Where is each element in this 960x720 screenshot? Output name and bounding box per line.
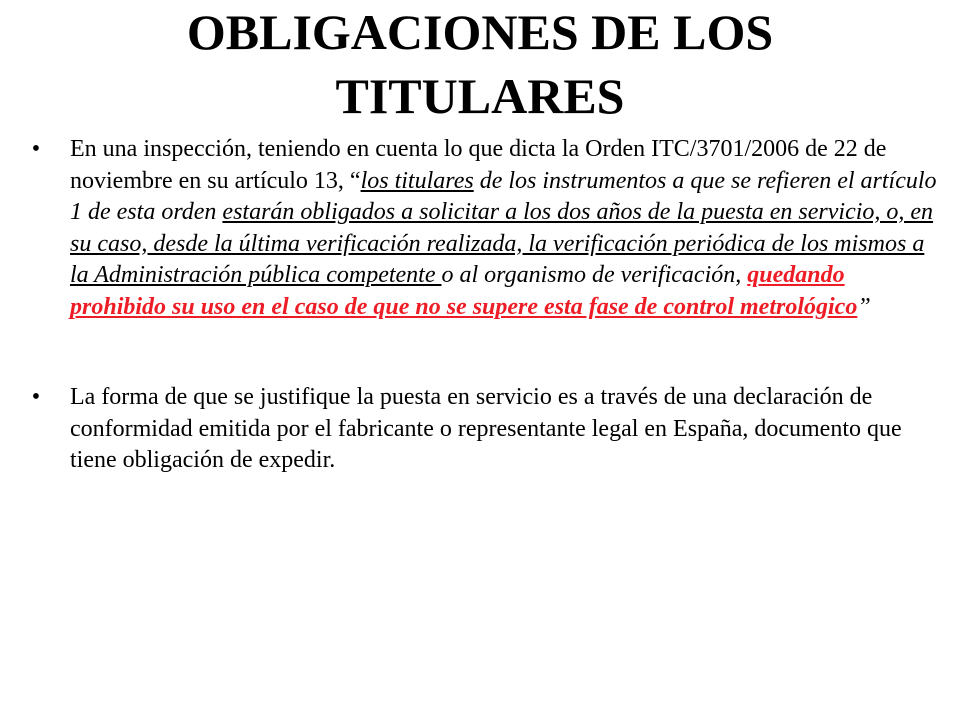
bullet-text-titulares: los titulares [360, 167, 474, 194]
bullet-text-organismo: o al organismo de verificación, [441, 262, 748, 288]
bullet-item-declaration [26, 382, 938, 477]
bullet-icon: • [31, 136, 41, 162]
slide-title: OBLIGACIONES DE LOS TITULARES [186, 4, 774, 124]
bullet-list [26, 134, 946, 477]
bullet-item-inspection [26, 134, 938, 323]
bullet-text-closing-quote: ” [857, 293, 871, 320]
bullet-text-declaration: La forma de que se justifique la puesta en servicio es a través de una declaración de conformidad emitida por el fabricante o representante legal en España, documento que tiene obligación de expedir. [70, 384, 902, 473]
bullet-text-obligation: estarán obligados a solicitar a los dos años de la puesta en servicio, o, en su caso, desde la última verificación realizada, la verificación periódica de los mismos a la Administración pública competente [70, 199, 934, 288]
bullet-text-intro: En una inspección, teniendo en cuenta lo que dicta la Orden ITC/3701/2006 de 22 de noviembre en su artículo 13, “ [70, 136, 887, 194]
bullet-text-prohibition: quedando prohibido su uso en el caso de que no se supere esta fase de control metrológico [70, 262, 858, 320]
bullet-icon: • [31, 384, 41, 410]
bullet-text-instrumentos: de los instrumentos a que se refieren el artículo 1 de esta orden [70, 167, 937, 225]
